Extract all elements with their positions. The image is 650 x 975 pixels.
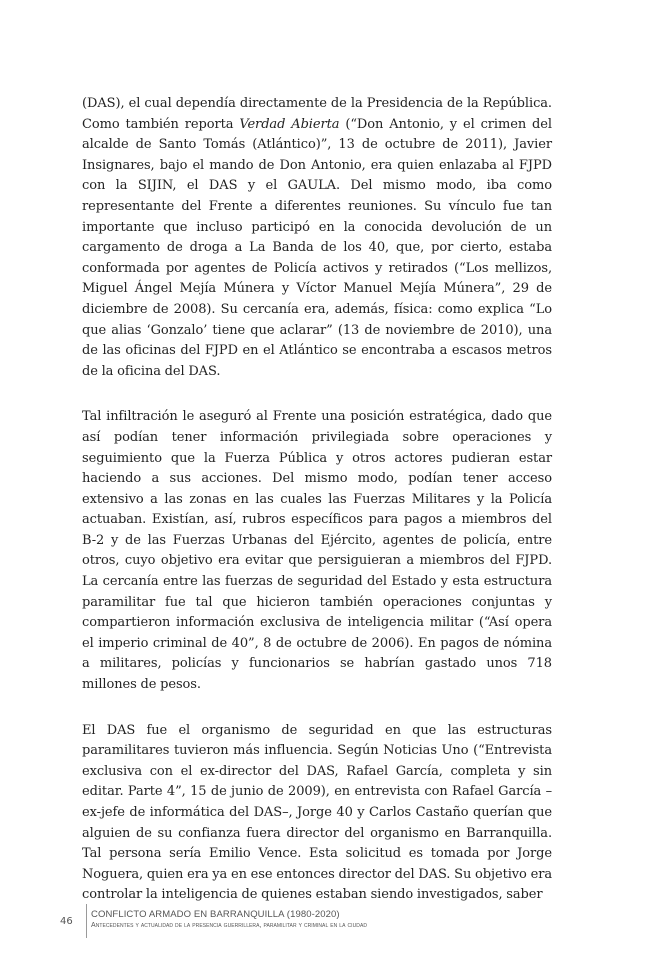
running-footer [91, 909, 367, 929]
paragraph-3: El DAS fue el organismo de seguridad en que las estructuras paramilitares tuvieron más influencia. Según Noticias Uno (“Entrevista exclusiva con el ex-director del DAS, Rafael García, completa y sin editar. Parte 4”, 15 de junio de 2009), en entrevista con Rafael García –ex-jefe de informática del DAS–, Jorge 40 y Carlos Castaño querían que alguien de su confianza fuera director del organismo en Barranquilla. Tal persona sería Emilio Vence. Esta solicitud es tomada por Jorge Noguera, quien era ya en ese entonces director del DAS. Su objetivo era controlar la inteligencia de quienes estaban siendo investigados, saber [82, 722, 552, 903]
page-footer [60, 904, 620, 940]
paragraph-1 [82, 94, 552, 382]
page-number: 46 [60, 916, 73, 927]
book-subtitle: Antecedentes y actualidad de la presencia guerrillera, paramilitar y criminal en la ciudad [91, 922, 367, 929]
publication-name: Verdad Abierta [239, 116, 340, 132]
paragraph-1-text-end: (“Don Antonio, y el crimen del alcalde de Santo Tomás (Atlántico)”, 13 de octubre de 2011), Javier Insignares, bajo el mando de Don Antonio, era quien enlazaba al FJPD con la SIJIN, el DAS y el GAULA. Del mismo modo, iba como representante del Frente a diferentes reuniones. Su vínculo fue tan importante que incluso participó en la conocida devolución de un cargamento de droga a La Banda de los 40, que, por cierto, estaba conformada por agentes de Policía activos y retirados (“Los mellizos, Miguel Ángel Mejía Múnera y Víctor Manuel Mejía Múnera”, 29 de diciembre de 2008). Su cercanía era, además, física: como explica “Lo que alias ‘Gonzalo’ tiene que aclarar” (13 de noviembre de 2010), una de las oficinas del FJPD en el Atlántico se encontraba a escasos metros de la oficina del DAS. [82, 116, 552, 379]
book-title: CONFLICTO ARMADO EN BARRANQUILLA (1980-2020) [91, 909, 340, 920]
paragraph-2: Tal infiltración le aseguró al Frente una posición estratégica, dado que así podían tener información privilegiada sobre operaciones y seguimiento que la Fuerza Pública y otros actores pudieran estar haciendo a sus acciones. Del mismo modo, podían tener acceso extensivo a las zonas en las cuales las Fuerzas Militares y la Policía actuaban. Existían, así, rubros específicos para pagos a miembros del B-2 y de las Fuerzas Urbanas del Ejército, agentes de policía, entre otros, cuyo objetivo era evitar que persiguieran a miembros del FJPD. La cercanía entre las fuerzas de seguridad del Estado y esta estructura paramilitar fue tal que hicieron también operaciones conjuntas y compartieron información exclusiva de inteligencia militar (“Así opera el imperio criminal de 40”, 8 de octubre de 2006). En pagos de nómina a militares, policías y funcionarios se habrían gastado unos 718 millones de pesos. [82, 409, 552, 693]
page-body [82, 94, 552, 931]
paragraph-1-text-start: (DAS), el cual dependía directamente de la Presidencia de la República. Como también reporta [82, 96, 552, 132]
footer-divider [86, 904, 87, 938]
